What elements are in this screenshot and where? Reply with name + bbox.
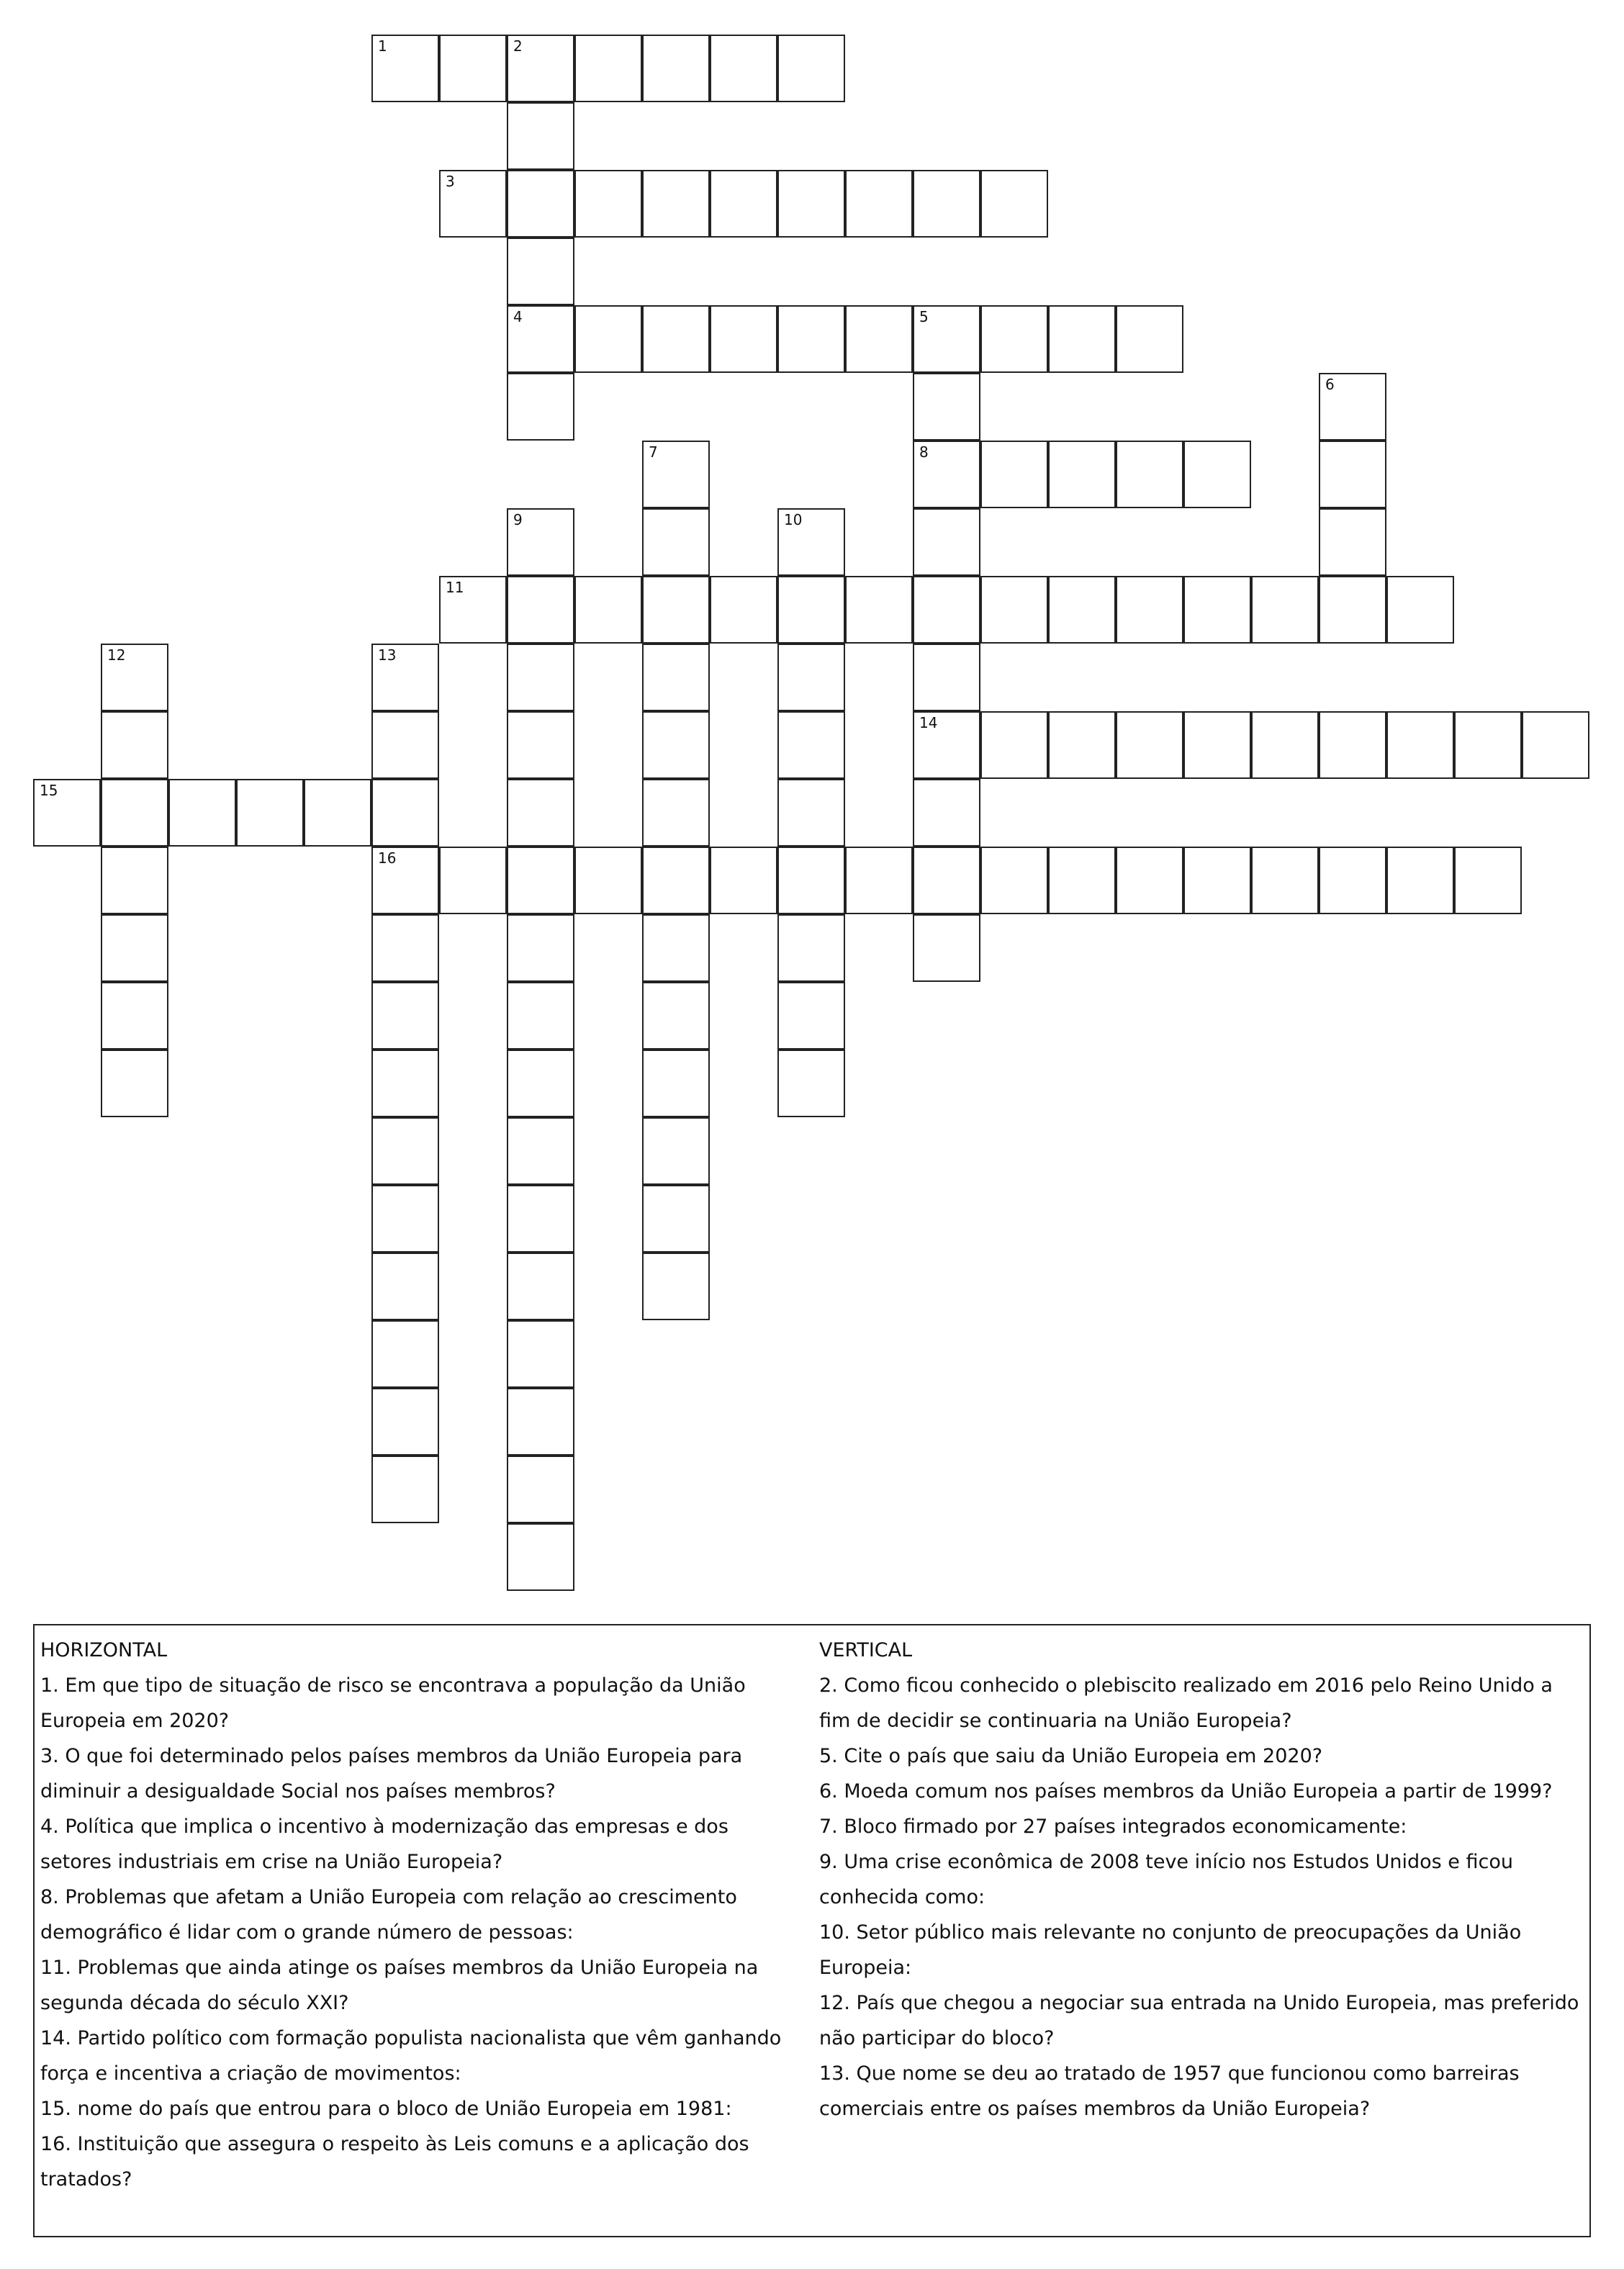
grid-cell[interactable] [371,1388,439,1456]
grid-cell[interactable] [1183,441,1251,508]
grid-cell[interactable] [642,576,710,644]
cell-number: 12 [107,646,126,664]
clue-14: 14. Partido político com formação populista nacionalista que vêm ganhando força e incentiva a criação de movimentos: [40,2027,782,2085]
grid-cell[interactable] [101,644,168,711]
grid-cell[interactable] [168,779,236,847]
grid-cell[interactable] [1116,441,1183,508]
grid-cell[interactable] [913,170,980,238]
grid-cell[interactable] [371,1320,439,1388]
grid-cell[interactable] [913,644,980,711]
grid-cell[interactable] [642,1185,710,1253]
grid-cell[interactable] [507,1523,574,1591]
clue-8: 8. Problemas que afetam a União Europeia com relação ao crescimento demográfico é lidar com o grande número de pessoas: [40,1886,737,1944]
cell-number: 6 [1325,376,1335,393]
cell-number: 1 [378,37,387,55]
grid-cell[interactable] [980,170,1048,238]
grid-cell[interactable] [101,847,168,914]
grid-cell[interactable] [1251,576,1319,644]
clue-1: 1. Em que tipo de situação de risco se encontrava a população da União Europeia em 2020? [40,1674,746,1732]
vertical-clues [819,1633,1588,2126]
grid-cell[interactable] [777,35,845,102]
grid-cell[interactable] [507,711,574,779]
grid-cell[interactable] [980,711,1048,779]
grid-cell[interactable] [642,508,710,576]
grid-cell[interactable] [642,305,710,373]
grid-cell[interactable] [642,644,710,711]
grid-cell[interactable] [439,35,507,102]
grid-cell[interactable] [507,238,574,305]
grid-cell[interactable] [371,982,439,1050]
grid-cell[interactable] [913,847,980,914]
grid-cell[interactable] [33,779,101,847]
cell-number: 3 [446,173,455,190]
cell-number: 5 [919,308,929,325]
grid-cell[interactable] [101,711,168,779]
grid-cell[interactable] [913,914,980,982]
grid-cell[interactable] [1251,847,1319,914]
grid-cell[interactable] [507,1117,574,1185]
grid-cell[interactable] [574,576,642,644]
grid-cell[interactable] [642,1050,710,1117]
grid-cell[interactable] [1319,847,1386,914]
grid-cell[interactable] [642,914,710,982]
grid-cell[interactable] [642,847,710,914]
grid-cell[interactable] [574,170,642,238]
grid-cell[interactable] [1048,847,1116,914]
grid-cell[interactable] [777,508,845,576]
cell-number: 16 [378,849,397,867]
grid-cell[interactable] [1522,711,1589,779]
horizontal-clues [40,1633,803,2197]
grid-cell[interactable] [371,711,439,779]
grid-cell[interactable] [1386,576,1454,644]
grid-cell[interactable] [439,847,507,914]
grid-cell[interactable] [574,847,642,914]
grid-cell[interactable] [1116,711,1183,779]
grid-cell[interactable] [710,35,777,102]
grid-cell[interactable] [845,170,913,238]
grid-cell[interactable] [371,1253,439,1320]
grid-cell[interactable] [642,1117,710,1185]
grid-cell[interactable] [101,779,168,847]
grid-cell[interactable] [371,847,439,914]
grid-cell[interactable] [1116,305,1183,373]
horizontal-heading: HORIZONTAL [40,1639,168,1661]
cell-number: 8 [919,443,929,461]
grid-cell[interactable] [642,170,710,238]
grid-cell[interactable] [507,35,574,102]
grid-cell[interactable] [1116,847,1183,914]
grid-cell[interactable] [507,644,574,711]
grid-cell[interactable] [1319,576,1386,644]
grid-cell[interactable] [777,982,845,1050]
grid-cell[interactable] [642,711,710,779]
grid-cell[interactable] [371,1117,439,1185]
grid-cell[interactable] [777,779,845,847]
clues-box [33,1624,1591,2237]
clue-2: 2. Como ficou conhecido o plebiscito realizado em 2016 pelo Reino Unido a fim de decidir se continuaria na União Europeia? [819,1674,1553,1732]
grid-cell[interactable] [1386,711,1454,779]
grid-cell[interactable] [777,1050,845,1117]
grid-cell[interactable] [1319,508,1386,576]
grid-cell[interactable] [777,711,845,779]
grid-cell[interactable] [304,779,371,847]
grid-cell[interactable] [1319,373,1386,441]
grid-cell[interactable] [980,847,1048,914]
grid-cell[interactable] [371,35,439,102]
grid-cell[interactable] [710,576,777,644]
cell-number: 15 [40,782,58,799]
grid-cell[interactable] [980,576,1048,644]
grid-cell[interactable] [507,847,574,914]
grid-cell[interactable] [507,508,574,576]
clue-15: 15. nome do país que entrou para o bloco de União Europeia em 1981: [40,2098,732,2120]
grid-cell[interactable] [507,305,574,373]
grid-cell[interactable] [1319,711,1386,779]
grid-cell[interactable] [371,914,439,982]
vertical-heading: VERTICAL [819,1639,913,1661]
grid-cell[interactable] [507,779,574,847]
grid-cell[interactable] [913,711,980,779]
grid-cell[interactable] [980,305,1048,373]
grid-cell[interactable] [507,1456,574,1523]
grid-cell[interactable] [845,305,913,373]
grid-cell[interactable] [913,508,980,576]
grid-cell[interactable] [642,35,710,102]
grid-cell[interactable] [101,982,168,1050]
clue-10: 10. Setor público mais relevante no conjunto de preocupações da União Europeia: [819,1921,1522,1979]
clue-4: 4. Política que implica o incentivo à modernização das empresas e dos setores industriais em crise na União Europeia? [40,1815,728,1873]
clue-3: 3. O que foi determinado pelos países membros da União Europeia para diminuir a desigualdade Social nos países membros? [40,1745,743,1803]
cell-number: 11 [446,579,464,596]
clue-5: 5. Cite o país que saiu da União Europeia em 2020? [819,1745,1323,1767]
grid-cell[interactable] [710,305,777,373]
grid-cell[interactable] [642,982,710,1050]
cell-number: 9 [513,511,523,528]
grid-cell[interactable] [710,170,777,238]
grid-cell[interactable] [1386,847,1454,914]
clue-9: 9. Uma crise econômica de 2008 teve início nos Estudos Unidos e ficou conhecida como: [819,1851,1513,1908]
grid-cell[interactable] [913,779,980,847]
grid-cell[interactable] [777,914,845,982]
grid-cell[interactable] [371,1185,439,1253]
grid-cell[interactable] [371,1050,439,1117]
grid-cell[interactable] [507,170,574,238]
grid-cell[interactable] [574,35,642,102]
grid-cell[interactable] [507,1320,574,1388]
clue-11: 11. Problemas que ainda atinge os países membros da União Europeia na segunda década do século XXI? [40,1957,759,2014]
cell-number: 13 [378,646,397,664]
grid-cell[interactable] [507,914,574,982]
grid-cell[interactable] [236,779,304,847]
clue-6: 6. Moeda comum nos países membros da União Europeia a partir de 1999? [819,1780,1553,1803]
grid-cell[interactable] [777,847,845,914]
grid-cell[interactable] [507,1253,574,1320]
grid-cell[interactable] [439,170,507,238]
cell-number: 10 [784,511,803,528]
grid-cell[interactable] [777,644,845,711]
grid-cell[interactable] [1319,441,1386,508]
grid-cell[interactable] [101,1050,168,1117]
clue-12: 12. País que chegou a negociar sua entrada na Unido Europeia, mas preferido não participar do bloco? [819,1992,1579,2049]
grid-cell[interactable] [371,1456,439,1523]
cell-number: 7 [649,443,658,461]
cell-number: 4 [513,308,523,325]
grid-cell[interactable] [439,576,507,644]
cell-number: 2 [513,37,523,55]
grid-cell[interactable] [980,441,1048,508]
grid-cell[interactable] [507,1185,574,1253]
grid-cell[interactable] [1183,711,1251,779]
grid-cell[interactable] [1454,847,1522,914]
clue-16: 16. Instituição que assegura o respeito às Leis comuns e a aplicação dos tratados? [40,2133,749,2191]
grid-cell[interactable] [1116,576,1183,644]
grid-cell[interactable] [507,982,574,1050]
grid-cell[interactable] [913,373,980,441]
grid-cell[interactable] [507,102,574,170]
grid-cell[interactable] [710,847,777,914]
grid-cell[interactable] [913,576,980,644]
grid-cell[interactable] [777,170,845,238]
grid-cell[interactable] [507,576,574,644]
grid-cell[interactable] [1048,305,1116,373]
grid-cell[interactable] [845,847,913,914]
grid-cell[interactable] [1048,441,1116,508]
grid-cell[interactable] [371,779,439,847]
grid-cell[interactable] [1454,711,1522,779]
grid-cell[interactable] [642,779,710,847]
cell-number: 14 [919,714,938,731]
grid-cell[interactable] [101,914,168,982]
grid-cell[interactable] [507,1388,574,1456]
grid-cell[interactable] [371,644,439,711]
grid-cell[interactable] [1183,576,1251,644]
grid-cell[interactable] [1048,711,1116,779]
clue-7: 7. Bloco firmado por 27 países integrados economicamente: [819,1815,1407,1838]
clue-13: 13. Que nome se deu ao tratado de 1957 que funcionou como barreiras comerciais entre os países membros da União Europeia? [819,2062,1520,2120]
grid-cell[interactable] [1183,847,1251,914]
grid-cell[interactable] [913,305,980,373]
grid-cell[interactable] [845,576,913,644]
grid-cell[interactable] [1251,711,1319,779]
grid-cell[interactable] [642,441,710,508]
grid-cell[interactable] [574,305,642,373]
grid-cell[interactable] [507,1050,574,1117]
grid-cell[interactable] [507,373,574,441]
grid-cell[interactable] [642,1253,710,1320]
grid-cell[interactable] [777,576,845,644]
grid-cell[interactable] [1048,576,1116,644]
grid-cell[interactable] [777,305,845,373]
grid-cell[interactable] [913,441,980,508]
